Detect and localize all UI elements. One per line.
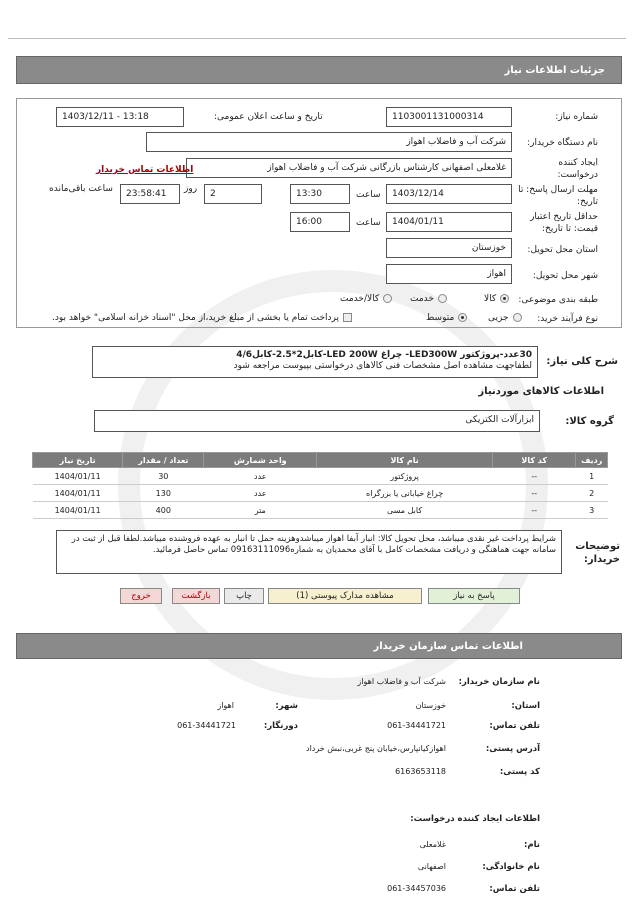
remaining-time-field: 23:58:41 (120, 184, 180, 204)
contact-address-label: آدرس پستی: (485, 744, 540, 754)
cell-date: 1404/01/11 (33, 468, 123, 485)
buyer-org-field: شرکت آب و فاضلاب اهواز (146, 132, 512, 152)
reply-date-field: 1403/12/14 (386, 184, 512, 204)
cell-name: کابل مسی (317, 502, 493, 519)
radio-icon (458, 313, 467, 322)
table-row (33, 502, 608, 519)
process-option-minor[interactable]: جزیی (488, 313, 522, 323)
checkbox-icon (343, 313, 352, 322)
contact-phone-value: 061-34441721 (387, 721, 446, 730)
cell-code: -- (493, 485, 576, 502)
summary-label: شرح کلی نیاز: (546, 356, 618, 367)
city-label: شهر محل تحویل: (532, 271, 598, 281)
reply-button[interactable]: پاسخ به نیاز (428, 588, 520, 604)
cell-unit: متر (204, 502, 317, 519)
min-validity-label: حداقل تاریخ اعتبار قیمت: تا تاریخ: (530, 212, 598, 234)
radio-icon (438, 294, 447, 303)
contact-fax-label: دورنگار: (263, 721, 298, 731)
need-number-field: 1103001131000314 (386, 107, 512, 127)
contact-header (16, 633, 622, 659)
page-title: جزئیات اطلاعات نیاز (504, 65, 605, 76)
category-option-goods[interactable]: کالا (484, 294, 509, 304)
cell-quantity: 130 (123, 485, 204, 502)
cell-date: 1404/01/11 (33, 502, 123, 519)
validity-time-label: ساعت (356, 218, 381, 228)
col-header-row-number: ردیف (576, 453, 608, 468)
contact-postal-value: 6163653118 (395, 767, 446, 776)
table-row (33, 468, 608, 485)
treasury-payment-checkbox[interactable]: پرداخت تمام یا بخشی از مبلغ خرید،از محل "اسناد خزانه اسلامی" خواهد بود. (52, 313, 352, 323)
summary-line-1: 30عدد-پروژکتور LED300W- چراغ LED 200W-کابل2*2.5-کابل4/6 (236, 350, 532, 360)
category-label: طبقه بندی موضوعی: (518, 295, 598, 305)
contact-org-label: نام سازمان خریدار: (458, 677, 540, 687)
creator-family-label: نام خانوادگی: (482, 862, 540, 872)
print-button[interactable]: چاپ (224, 588, 264, 604)
contact-province-label: استان: (511, 701, 540, 711)
contact-city-label: شهر: (275, 701, 298, 711)
cell-date: 1404/01/11 (33, 485, 123, 502)
cell-quantity: 30 (123, 468, 204, 485)
reply-deadline-label: مهلت ارسال پاسخ: تا تاریخ: (518, 185, 598, 207)
creator-name-label: نام: (523, 840, 540, 850)
cell-quantity: 400 (123, 502, 204, 519)
col-header-unit: واحد شمارش (204, 453, 317, 468)
radio-icon (383, 294, 392, 303)
announce-field: 1403/12/11 - 13:18 (56, 107, 184, 127)
validity-time-field: 16:00 (290, 212, 350, 232)
contact-title: اطلاعات تماس سازمان خریدار (373, 641, 523, 652)
process-option-medium[interactable]: متوسط (426, 313, 467, 323)
goods-group-label: گروه کالا: (565, 416, 614, 427)
contact-city-value: اهواز (217, 701, 234, 710)
col-header-quantity: تعداد / مقدار (123, 453, 204, 468)
exit-button[interactable]: خروج (120, 588, 162, 604)
days-label: روز (184, 184, 198, 194)
page-header (16, 56, 622, 84)
goods-info-title: اطلاعات کالاهای موردنیاز (478, 386, 604, 397)
cell-code: -- (493, 502, 576, 519)
creator-info-title: اطلاعات ایجاد کننده درخواست: (410, 814, 540, 824)
category-option-both[interactable]: کالا/خدمت (340, 294, 392, 304)
contact-org-value: شرکت آب و فاضلاب اهواز (357, 677, 446, 686)
cell-unit: عدد (204, 485, 317, 502)
buyer-notes-label: توضیحات خریدار: (575, 541, 620, 565)
province-field: خوزستان (386, 238, 512, 258)
creator-field: غلامعلی اصفهانی کارشناس بازرگانی شرکت آب و فاضلاب اهواز (186, 158, 512, 178)
top-divider (8, 38, 626, 39)
creator-name-value: غلامعلی (419, 840, 446, 849)
creator-family-value: اصفهانی (417, 862, 446, 871)
col-header-name: نام کالا (317, 453, 493, 468)
cell-row-number: 2 (576, 485, 608, 502)
cell-name: پروژکتور (317, 468, 493, 485)
goods-group-field: ابزارآلات الکتریکی (94, 410, 540, 432)
cell-row-number: 3 (576, 502, 608, 519)
back-button[interactable]: بازگشت (172, 588, 220, 604)
col-header-date: تاریخ نیاز (33, 453, 123, 468)
contact-postal-label: کد پستی: (499, 767, 540, 777)
buyer-notes-box: شرایط پرداخت غیر نقدی میباشد، محل تحویل کالا: انبار آبفا اهواز میباشدوهزینه حمل تا انبار به عهده فروشنده میباشد.لطفا قبل از ثبت در سامانه جهت هماهنگی و دریافت مشخصات کامل با آقای محمدیان به شماره09163111096 تماس حاصل فرمائید. (56, 530, 562, 574)
col-header-code: کد کالا (493, 453, 576, 468)
table-header-row (33, 453, 608, 468)
contact-phone-label: تلفن تماس: (489, 721, 540, 731)
radio-icon (500, 294, 509, 303)
buyer-contact-link[interactable]: اطلاعات تماس خریدار (96, 165, 194, 175)
city-field: اهواز (386, 264, 512, 284)
contact-province-value: خوزستان (415, 701, 446, 710)
category-option-service[interactable]: خدمت (410, 294, 447, 304)
contact-address-value: اهوازکیانپارس،خیابان پنج غربی،نبش خرداد (306, 744, 446, 753)
table-row (33, 485, 608, 502)
cell-name: چراغ خیابانی یا بزرگراه (317, 485, 493, 502)
cell-code: -- (493, 468, 576, 485)
days-field: 2 (204, 184, 262, 204)
process-label: نوع فرآیند خرید: (537, 314, 598, 324)
summary-line-2: لطفاجهت مشاهده اصل مشخصات فنی کالاهای درخواستی بپیوست مراجعه شود (233, 361, 532, 371)
cell-row-number: 1 (576, 468, 608, 485)
radio-icon (513, 313, 522, 322)
remaining-label: ساعت باقی‌مانده (49, 184, 113, 194)
creator-label: ایجاد کننده درخواست: (557, 158, 598, 180)
buyer-org-label: نام دستگاه خریدار: (527, 138, 598, 148)
reply-time-label: ساعت (356, 190, 381, 200)
need-number-label: شماره نیاز: (555, 112, 598, 122)
summary-box (92, 346, 538, 378)
reply-time-field: 13:30 (290, 184, 350, 204)
contact-fax-value: 061-34441721 (177, 721, 236, 730)
goods-table (32, 452, 608, 519)
creator-phone-label: تلفن تماس: (489, 884, 540, 894)
province-label: استان محل تحویل: (527, 245, 598, 255)
validity-date-field: 1404/01/11 (386, 212, 512, 232)
announce-label: تاریخ و ساعت اعلان عمومی: (214, 112, 323, 122)
creator-phone-value: 061-34457036 (387, 884, 446, 893)
cell-unit: عدد (204, 468, 317, 485)
attachments-button[interactable]: مشاهده مدارک پیوستی (1) (268, 588, 422, 604)
